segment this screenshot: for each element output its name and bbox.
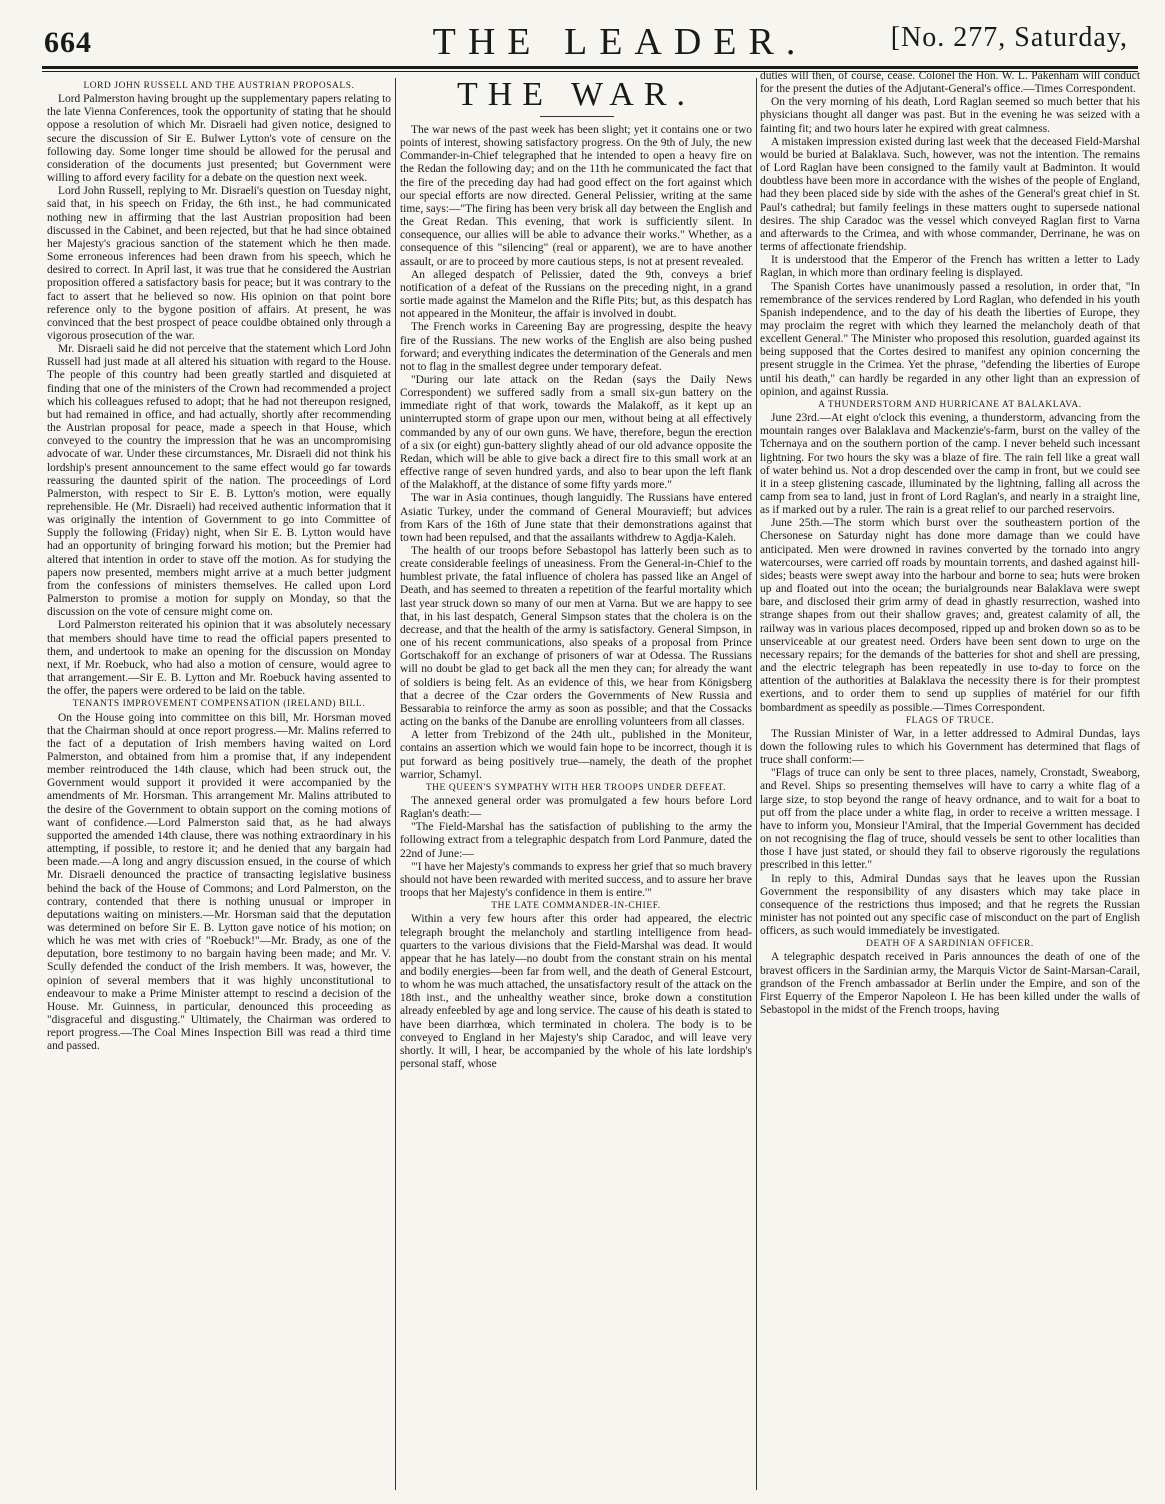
paragraph: On the House going into committee on this bill, Mr. Horsman moved that the Chairman should at once report progress.—Mr. Malins referred to the fact of a deputation of Irish members having waited on Lord Palmerston, and obtained from him a promise that, if any independent member reintroduced the 14th clause, which had been struck out, the Government would support it provided it were accompanied by the amendments of Mr. Horsman. This arrangement Mr. Malins attributed to the desire of the Government to obtain support on the coming motions of want of confidence.—Lord Palmerston said that, as he had always supported the amended 14th clause, there was nothing extraordinary in his attempting, if possible, to restore it; and he denied that any bargain had been made.—A long and angry discussion ensued, in the course of which Mr. Disraeli denounced the practice of transacting legislative business behind the back of the House of Commons; and Lord Palmerston, on the contrary, contended that there is nothing unusual or improper in deputations waiting on ministers.—Mr. Horsman said that the deputation was determined on before Sir E. B. Lytton gave notice of his motion; on which he was met with cries of "Roebuck!"—Mr. Brady, as one of the deputation, bore testimony to no bargain having been made; and Mr. V. Scully defended the conduct of the Irish members. It was, however, the opinion of several members that it was highly unconstitutional to endeavour to make a Prime Minister attempt to rescind a decision of the House. Mr. Guinness, in particular, denounced this proceeding as "disgraceful and disgusting." Ultimately, the Chairman was ordered to report progress.—The Coal Mines Inspection Bill was read a third time and passed.	[47, 711, 391, 1053]
paragraph: It is understood that the Emperor of the French has written a letter to Lady Raglan, in which more than ordinary feeling is displayed.	[760, 254, 1140, 280]
paragraph: The Spanish Cortes have unanimously passed a resolution, in order that, "In remembrance of the services rendered by Lord Raglan, who defended in his youth Spanish independence, and to the day of his death the liberties of Europe, they may proclaim the regret with which they learned the melancholy death of that excellent General." The Minister who proposed this resolution, guarded against its being supposed that the Cortes desired to manifest any opinion concerning the present struggle in the Crimea. Yet the phrase, "defending the liberties of Europe until his death," can hardly be regarded in any other light than an expression of opinion, and against Russia.	[760, 280, 1140, 398]
section-heading: THE LATE COMMANDER-IN-CHIEF.	[491, 901, 661, 912]
paragraph: The war news of the past week has been slight; yet it contains one or two points of interest, showing satisfactory progress. On the 9th of July, the new Commander-in-Chief telegraphed that he intended to open a heavy fire on the Redan the following day; and on the 11th he communicated the fact that the fire of the preceding day had had good effect on the fort against which our special efforts are now directed. General Pelissier, writing at the same time, says:—"The firing has been very brisk all day between the English and the Great Redan. This evening, that work is sufficiently silent. In consequence, our allies will be able to advance their works." Whether, as a consequence of this "silencing" (real or apparent), we are to have another assault, or are to proceed by more cautious steps, is not at present revealed.	[400, 124, 752, 268]
paragraph: Within a very few hours after this order had appeared, the electric telegraph brought the melancholy and startling intelligence from head-quarters to the various divisions that the Field-Marshal was dead. It would appear that he has lately—no doubt from the constant strain on his mental and bodily energies—been far from well, and the death of General Estcourt, to whom he was much attached, the unsatisfactory result of the attack on the 18th inst., and the unhealthy weather since, broke down a constitution already enfeebled by age and long service. The cause of his death is stated to have been diarrhœa, which terminated in cholera. The body is to be conveyed to England in her Majesty's ship Caradoc, and will leave very shortly. It will, I hear, be accompanied by the whole of his late lordship's personal staff, whose	[400, 913, 752, 1071]
column-divider-1	[395, 78, 396, 1490]
paragraph: duties will then, of course, cease. Colonel the Hon. W. L. Pakenham will conduct for the present the duties of the Adjutant-General's office.—Times Correspondent.	[760, 70, 1140, 96]
paragraph: The war in Asia continues, though languidly. The Russians have entered Asiatic Turkey, under the command of General Mouravieff; but advices from Kars of the 16th of June state that their demonstrations against that town had been repulsed, and that the assailants withdrew to Agdja-Kaleh.	[400, 492, 752, 544]
paragraph: June 25th.—The storm which burst over the southeastern portion of the Chersonese on Saturday night has done more damage than we could have anticipated. Men were drowned in ravines converted by the tornado into angry watercourses, were carried off roads by mountain torrents, and dashed against hill-sides; beasts were swept away into the harbour and borne to sea; huts were broken up and floated out into the ocean; the burialgrounds near Balaklava were swept bare, and disclosed their grim army of dead in ghastly resurrection, washed into strange shapes from out their shallow graves; and, greatest calamity of all, the railway was in various places decomposed, ripped up and broken down so as to be unserviceable at our greatest need. Orders have been sent down to urge on the necessary repairs; for the demands of the batteries for shot and shell are pressing, and the electric telegraph has been repeatedly in use to-day to force on the attention of the authorities at Balaklava the necessity there is for their promptest exertions, and to order them to send up supplies of matériel for our fifth bombardment as speedily as possible.—Times Correspondent.	[760, 517, 1140, 714]
column-3	[760, 70, 1140, 1490]
paragraph: On the very morning of his death, Lord Raglan seemed so much better that his physicians thought all danger was past. But in the evening he was seized with a fainting fit; and two hours later he expired with great calmness.	[760, 96, 1140, 135]
section-heading: LORD JOHN RUSSELL AND THE AUSTRIAN PROPOSALS.	[83, 81, 355, 91]
war-headline: THE WAR.	[456, 76, 696, 113]
paragraph: Mr. Disraeli said he did not perceive that the statement which Lord John Russell had just made at all altered his situation with regard to the House. The people of this country had been greatly startled and disquieted at finding that one of the ministers of the Crown had recommended a project which his colleagues refused to adopt; that he had not thereupon resigned, but had remained in office, and had actually, shortly after recommending the Austrian proposal for peace, made a speech in that House, which conveyed to the country the impression that he was an uncompromising advocate of war. Under these circumstances, Mr. Disraeli did not think his lordship's present announcement to the same effect would go far towards reassuring the daunted spirit of the nation. The proceedings of Lord Palmerston, with respect to Sir E. B. Lytton's motion, were equally reprehensible. He (Mr. Disraeli) had received authentic information that it was originally the intention of Government to go into Committee of Supply the following (Friday) night, when Sir E. B. Lytton would have had an opportunity of bringing forward his motion; but the Premier had altered that intention in order to stave off the motion. As for studying the papers now presented, members might arrive at a much better judgment from the confessions of ministers themselves. He called upon Lord Palmerston to promise a motion for supply on Monday, so that the discussion on the vote of censure might come on.	[47, 343, 391, 619]
paragraph: The Russian Minister of War, in a letter addressed to Admiral Dundas, lays down the following rules to which his Government has determined that flags of truce shall conform:—	[760, 727, 1140, 767]
paragraph: "'I have her Majesty's commands to express her grief that so much bravery should not have been rewarded with merited success, and to assure her brave troops that her Majesty's confidence in them is entire.'"	[400, 860, 752, 900]
paragraph: A letter from Trebizond of the 24th ult., published in the Moniteur, contains an assertion which we would fain hope to be incorrect, though it is put forward as being positively true—namely, the death of the prophet warrior, Schamyl.	[400, 729, 752, 781]
paragraph: Lord Palmerston reiterated his opinion that it was absolutely necessary that members should have time to read the official papers presented to them, and undertook to make an opening for the discussion on Monday next, if Mr. Roebuck, who had also a motion of censure, would agree to that arrangement.—Sir E. B. Lytton and Mr. Roebuck having assented to the offer, the papers were ordered to be laid on the table.	[47, 619, 391, 698]
column-divider-2	[756, 78, 757, 1490]
masthead-title: THE LEADER.	[432, 21, 808, 63]
paragraph: The French works in Careening Bay are progressing, despite the heavy fire of the Russians. The new works of the English are also being pushed forward; and everything indicates the determination of the Generals and men not to flag in the smallest degree under temporary defeat.	[400, 321, 752, 373]
section-heading: FLAGS OF TRUCE.	[905, 715, 995, 726]
section-heading: THE QUEEN'S SYMPATHY WITH HER TROOPS UNDER DEFEAT.	[425, 782, 727, 793]
paragraph: Lord John Russell, replying to Mr. Disraeli's question on Tuesday night, said that, in his speech on Friday, the 6th inst., he had communicated nothing new in affirming that the last Austrian proposition had been discussed in the Cabinet, and been rejected, but that he had since obtained her Majesty's gracious sanction of the statement which he then made. Some erroneous inferences had been drawn from his speech, which he desired to correct. In April last, it was true that he considered the Austrian proposition offered a satisfactory basis for peace; but it was contrary to the fact to assert that he believed so now. His opinion on that point bore reference only to the bygone position of affairs. At present, he was convinced that the best prospect of peace couldbe obtained only through a vigorous prosecution of the war.	[47, 185, 391, 342]
column-1	[47, 80, 391, 1490]
column-2	[400, 124, 752, 1504]
paragraph: In reply to this, Admiral Dundas says that he leaves upon the Russian Government the responsibility of any disasters which may take place in consequence of the restrictions thus imposed; and that he regrets the Russian minister has not pointed out any specific case of misconduct on the part of English officers, as such would immediately be investigated.	[760, 872, 1140, 938]
paragraph: "During our late attack on the Redan (says the Daily News Correspondent) we suffered sadly from a small six-gun battery on the immediate right of that work, towards the Malakoff, as it kept up an uninterrupted storm of grape upon our men, without being at all effectively commanded by any of our own guns. We have, therefore, begun the erection of a six (or eight) gun-battery slightly ahead of our old advance opposite the Redan, which will be able to give back a direct fire to this small work at an effective range of seven hundred yards, and also to bear upon the left flank of the Malakhoff, at the distance of some fifty yards more."	[400, 373, 752, 492]
section-heading: DEATH OF A SARDINIAN OFFICER.	[866, 939, 1034, 950]
paragraph: Lord Palmerston having brought up the supplementary papers relating to the late Vienna Conferences, took the opportunity of stating that he should oppose a resolution of which Mr. Disraeli had given notice, designed to secure the discussion of Sir E. Bulwer Lytton's vote of censure on the following day. Some longer time should be allowed for the perusal and consideration of the documents just presented; but Government were willing to afford every facility for a debate on the question next week.	[47, 93, 391, 185]
issue-label: [No. 277, Saturday,	[890, 22, 1128, 53]
paragraph: The annexed general order was promulgated a few hours before Lord Raglan's death:—	[400, 794, 752, 821]
page-header	[40, 18, 1140, 66]
header-rule-thick	[42, 66, 1138, 69]
section-heading: TENANTS IMPROVEMENT COMPENSATION (IRELAND) BILL.	[72, 699, 366, 710]
section-heading: A THUNDERSTORM AND HURRICANE AT BALAKLAVA.	[818, 399, 1082, 410]
page-number: 664	[44, 26, 92, 59]
paragraph: An alleged despatch of Pelissier, dated the 9th, conveys a brief notification of a defeat of the Russians on the preceding night, in a grand sortie made against the Mamelon and the Rifle Pits; but, as this despatch has not appeared in the Moniteur, the affair is involved in doubt.	[400, 268, 752, 321]
paragraph: The health of our troops before Sebastopol has latterly been such as to create considerable feelings of uneasiness. From the General-in-Chief to the humblest private, the fatal influence of cholera has passed like an Angel of Death, and has seemed to threaten a repetition of the fearful mortality which last year struck down so many of our men at Varna. But we are happy to see that, in his last despatch, General Simpson states that the cholera is on the decrease, and that the health of the army is satisfactory. General Simpson, in one of his recent communications, also speaks of a proposal from Prince Gortschakoff for an exchange of prisoners of war at Odessa. The Russians will no doubt be glad to get back all the men they can; for already the want of soldiers is being felt. As an evidence of this, we hear from Königsberg that a decree of the Czar orders the Governments of New Russia and Bessarabia to reinforce the army as soon as possible; and that the Cossacks acting on the banks of the Danube are enrolling volunteers from all classes.	[400, 545, 752, 729]
paragraph: "The Field-Marshal has the satisfaction of publishing to the army the following extract from a telegraphic despatch from Lord Panmure, dated the 22nd of June:—	[400, 821, 752, 860]
paragraph: A telegraphic despatch received in Paris announces the death of one of the bravest officers in the Sardinian army, the Marquis Victor de Saint-Marsan-Carail, grandson of the French ambassador at Berlin under the Empire, and son of the First Equerry of the Emperor Napoleon I. He has been killed under the walls of Sebastopol in the midst of the French troops, having	[760, 951, 1140, 1017]
paragraph: A mistaken impression existed during last week that the deceased Field-Marshal would be buried at Balaklava. Such, however, was not the intention. The remains of Lord Raglan have been consigned to the family vault at Badminton. It would doubtless have been more in accordance with the wishes of the people of England, had they been placed side by side with the ashes of the General's great chief in St. Paul's cathedral; but family feelings in these matters ought to supersede national desires. The ship Caradoc was the vessel which conveyed Raglan first to Varna and afterwards to the Crimea, and with whose commander, Derrinane, he was on terms of affectionate friendship.	[760, 135, 1140, 254]
paragraph: "Flags of truce can only be sent to three places, namely, Cronstadt, Sweaborg, and Revel. Ships so presenting themselves will have to carry a white flag of a large size, to stop beyond the range of heavy ordnance, and to wait for a boat to put off from the place under a white flag, in order to receive a written message. I have to inform you, Monsieur l'Amiral, that the Imperial Government has decided on not recognising the flag of truce, should vessels be sent to other localities than those I have just stated, or should they fail to observe rigorously the regulations prescribed in this letter."	[760, 767, 1140, 872]
headline-rule	[540, 116, 614, 117]
paragraph: June 23rd.—At eight o'clock this evening, a thunderstorm, advancing from the mountain ranges over Balaklava and Mackenzie's-farm, burst on the valley of the Tchernaya and on the southern portion of the camp. I never beheld such incessant lightning. For two hours the sky was a blaze of fire. The rain fell like a great wall of water behind us. Not a drop descended over the camp in front, but we could see it in a steep glistening cascade, illuminated by the lightning, falling all across the camp from sea to land, just in front of Lord Raglan's, and nearly in a straight line, as if marked out by a ruler. The rain is a great relief to our parched reservoirs.	[760, 412, 1140, 517]
